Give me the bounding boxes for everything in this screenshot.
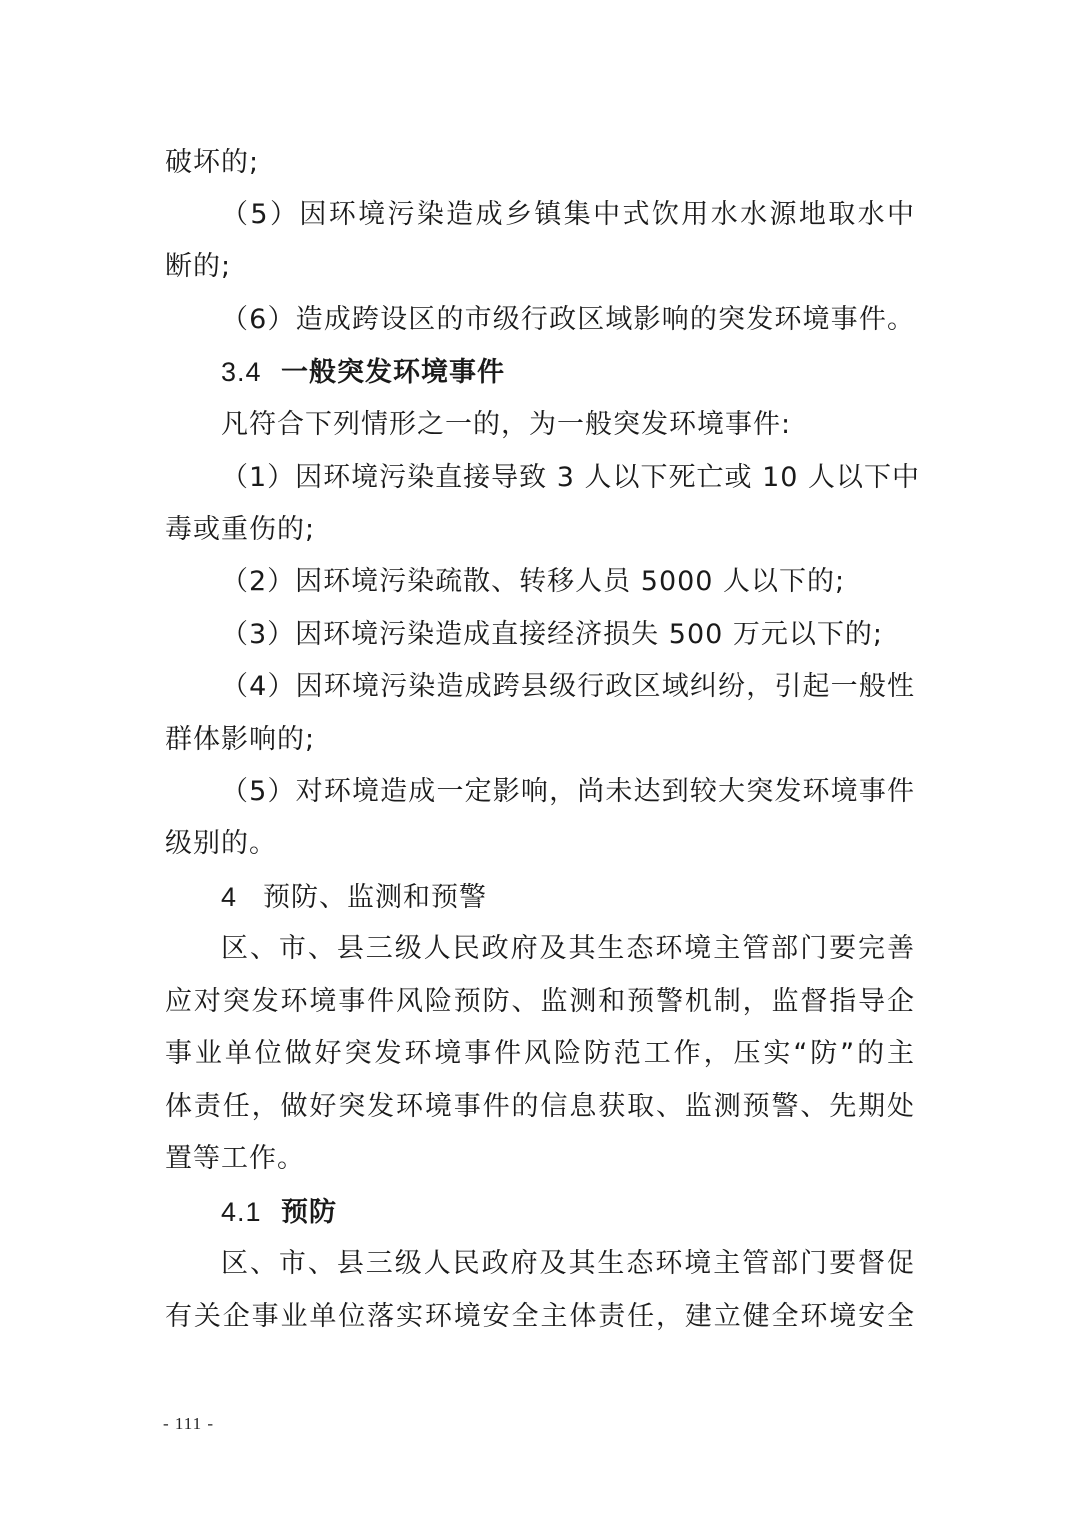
- paragraph-line: （4）因环境污染造成跨县级行政区域纠纷，引起一般性: [221, 671, 915, 702]
- section-number: 4: [221, 882, 238, 912]
- page-number: - 111 -: [163, 1414, 215, 1433]
- paragraph-line: 破坏的;: [165, 147, 260, 178]
- paragraph-line: （3）因环境污染造成直接经济损失 500 万元以下的;: [221, 619, 883, 650]
- paragraph-line: 区、市、县三级人民政府及其生态环境主管部门要督促: [221, 1248, 915, 1279]
- paragraph-line: 应对突发环境事件风险预防、监测和预警机制，监督指导企: [165, 986, 915, 1017]
- paragraph-line: 区、市、县三级人民政府及其生态环境主管部门要完善: [221, 933, 915, 964]
- section-number: 3.4: [221, 357, 262, 387]
- section-title: 预防、监测和预警: [263, 882, 487, 912]
- paragraph-line: 体责任，做好突发环境事件的信息获取、监测预警、先期处: [165, 1091, 915, 1122]
- paragraph-line: （5）因环境污染造成乡镇集中式饮用水水源地取水中: [221, 199, 915, 230]
- section-heading-3-4: [221, 355, 915, 389]
- paragraph-line: 级别的。: [165, 828, 277, 859]
- paragraph-line: 断的;: [165, 251, 232, 282]
- paragraph-line: 有关企事业单位落实环境安全主体责任，建立健全环境安全: [165, 1301, 915, 1332]
- section-title: 预防: [281, 1197, 337, 1227]
- paragraph-line: 置等工作。: [165, 1143, 305, 1174]
- paragraph-line: 凡符合下列情形之一的，为一般突发环境事件:: [221, 409, 792, 440]
- paragraph-line: （2）因环境污染疏散、转移人员 5000 人以下的;: [221, 566, 846, 597]
- paragraph-line: （5）对环境造成一定影响，尚未达到较大突发环境事件: [221, 776, 915, 807]
- paragraph-line: 群体影响的;: [165, 724, 316, 755]
- section-number: 4.1: [221, 1197, 262, 1227]
- section-heading-4-1: [221, 1195, 915, 1229]
- paragraph-line: （6）造成跨设区的市级行政区域影响的突发环境事件。: [221, 304, 915, 335]
- section-title: 一般突发环境事件: [281, 357, 505, 387]
- paragraph-line: （1）因环境污染直接导致 3 人以下死亡或 10 人以下中: [221, 462, 921, 493]
- section-heading-4: [221, 880, 915, 914]
- paragraph-line: 事业单位做好突发环境事件风险防范工作，压实“防”的主: [165, 1038, 915, 1069]
- paragraph-line: 毒或重伤的;: [165, 514, 316, 545]
